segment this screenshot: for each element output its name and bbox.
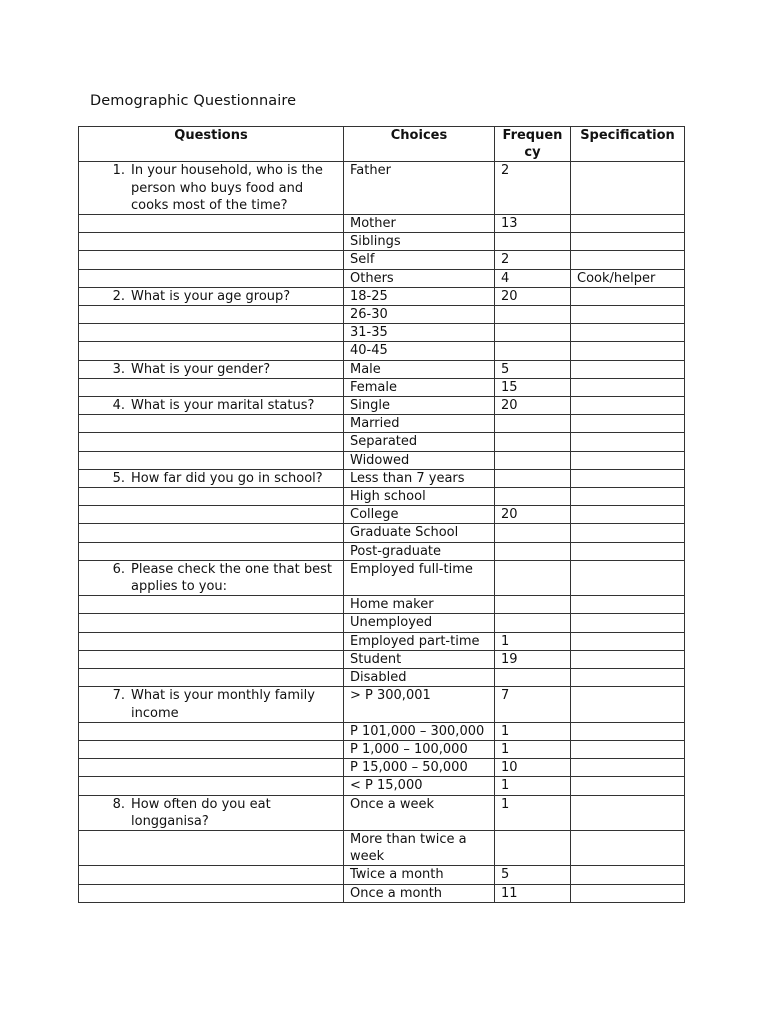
question-cell	[79, 233, 344, 251]
specification-cell	[571, 795, 685, 830]
specification-cell	[571, 830, 685, 865]
frequency-cell	[495, 433, 571, 451]
question-text: What is your monthly family income	[131, 688, 315, 721]
specification-cell	[571, 632, 685, 650]
table-row	[79, 342, 685, 360]
question-cell	[79, 650, 344, 668]
frequency-cell	[495, 669, 571, 687]
choice-cell: Unemployed	[344, 614, 495, 632]
frequency-cell: 20	[495, 397, 571, 415]
choice-cell: 26-30	[344, 306, 495, 324]
table-row	[79, 596, 685, 614]
frequency-cell: 2	[495, 251, 571, 269]
specification-cell	[571, 650, 685, 668]
frequency-cell	[495, 451, 571, 469]
question-text: What is your age group?	[131, 288, 291, 304]
question-cell	[79, 740, 344, 758]
specification-cell	[571, 251, 685, 269]
specification-cell	[571, 614, 685, 632]
frequency-cell	[495, 342, 571, 360]
table-row	[79, 287, 685, 305]
table-row	[79, 560, 685, 595]
table-row	[79, 415, 685, 433]
specification-cell	[571, 740, 685, 758]
specification-cell	[571, 560, 685, 595]
table-row	[79, 397, 685, 415]
choice-cell: P 15,000 – 50,000	[344, 759, 495, 777]
choice-cell: College	[344, 506, 495, 524]
specification-cell	[571, 360, 685, 378]
choice-cell: Student	[344, 650, 495, 668]
choice-cell: 18-25	[344, 287, 495, 305]
choice-cell: P 1,000 – 100,000	[344, 740, 495, 758]
question-cell	[79, 251, 344, 269]
table-row	[79, 269, 685, 287]
question-cell	[79, 215, 344, 233]
question-text: What is your gender?	[131, 361, 271, 377]
question-cell	[79, 397, 344, 415]
choice-cell: Employed part-time	[344, 632, 495, 650]
choice-cell: Female	[344, 378, 495, 396]
frequency-cell	[495, 596, 571, 614]
table-row	[79, 433, 685, 451]
choice-cell: Others	[344, 269, 495, 287]
question-number: 7.	[112, 688, 125, 704]
frequency-cell: 5	[495, 866, 571, 884]
frequency-cell: 10	[495, 759, 571, 777]
table-row	[79, 759, 685, 777]
specification-cell	[571, 884, 685, 902]
question-cell	[79, 632, 344, 650]
question-number: 5.	[112, 470, 125, 486]
table-row	[79, 324, 685, 342]
table-row	[79, 650, 685, 668]
specification-cell	[571, 759, 685, 777]
question-cell	[79, 795, 344, 830]
specification-cell	[571, 506, 685, 524]
question-number: 6.	[112, 561, 125, 577]
table-row	[79, 251, 685, 269]
table-row	[79, 777, 685, 795]
table-row	[79, 614, 685, 632]
choice-cell: Widowed	[344, 451, 495, 469]
table-row	[79, 451, 685, 469]
frequency-cell: 11	[495, 884, 571, 902]
question-cell	[79, 469, 344, 487]
choice-cell: 40-45	[344, 342, 495, 360]
question-number: 1.	[112, 163, 125, 179]
header-choices: Choices	[344, 127, 495, 162]
frequency-cell	[495, 306, 571, 324]
choice-cell: Married	[344, 415, 495, 433]
frequency-cell: 7	[495, 687, 571, 722]
question-cell	[79, 287, 344, 305]
specification-cell	[571, 287, 685, 305]
question-cell	[79, 324, 344, 342]
frequency-cell: 4	[495, 269, 571, 287]
question-text: Please check the one that best applies to you:	[131, 561, 332, 595]
frequency-cell: 1	[495, 722, 571, 740]
question-cell	[79, 506, 344, 524]
specification-cell	[571, 469, 685, 487]
table-row	[79, 687, 685, 722]
choice-cell: Twice a month	[344, 866, 495, 884]
question-number: 4.	[112, 398, 125, 414]
question-cell	[79, 269, 344, 287]
specification-cell	[571, 777, 685, 795]
table-row	[79, 306, 685, 324]
specification-cell	[571, 722, 685, 740]
frequency-cell: 1	[495, 795, 571, 830]
question-text: How far did you go in school?	[131, 470, 323, 486]
frequency-cell	[495, 560, 571, 595]
header-specification: Specification	[571, 127, 685, 162]
question-cell	[79, 722, 344, 740]
question-cell	[79, 378, 344, 396]
frequency-cell	[495, 542, 571, 560]
question-cell	[79, 884, 344, 902]
question-cell	[79, 759, 344, 777]
frequency-cell	[495, 524, 571, 542]
question-cell	[79, 306, 344, 324]
table-row	[79, 740, 685, 758]
questionnaire-table	[78, 126, 685, 903]
specification-cell	[571, 342, 685, 360]
specification-cell	[571, 596, 685, 614]
header-row	[79, 127, 685, 162]
table-row	[79, 795, 685, 830]
table-row	[79, 524, 685, 542]
frequency-cell: 19	[495, 650, 571, 668]
specification-cell	[571, 451, 685, 469]
choice-cell: Separated	[344, 433, 495, 451]
specification-cell	[571, 415, 685, 433]
specification-cell	[571, 397, 685, 415]
question-cell	[79, 524, 344, 542]
question-cell	[79, 830, 344, 865]
frequency-cell: 15	[495, 378, 571, 396]
specification-cell	[571, 433, 685, 451]
header-questions: Questions	[79, 127, 344, 162]
choice-cell: Home maker	[344, 596, 495, 614]
choice-cell: Disabled	[344, 669, 495, 687]
table-row	[79, 162, 685, 215]
table-row	[79, 884, 685, 902]
specification-cell	[571, 542, 685, 560]
question-text: How often do you eat longganisa?	[131, 796, 271, 829]
frequency-cell	[495, 488, 571, 506]
frequency-cell	[495, 324, 571, 342]
question-cell	[79, 866, 344, 884]
table-row	[79, 378, 685, 396]
specification-cell	[571, 524, 685, 542]
question-number: 2.	[112, 288, 125, 304]
choice-cell: Post-graduate	[344, 542, 495, 560]
question-text: In your household, who is the person who buys food and cooks most of the time?	[131, 163, 323, 213]
question-cell	[79, 415, 344, 433]
choice-cell: > P 300,001	[344, 687, 495, 722]
choice-cell: Father	[344, 162, 495, 215]
choice-cell: Once a week	[344, 795, 495, 830]
question-cell	[79, 342, 344, 360]
table-row	[79, 632, 685, 650]
frequency-cell: 2	[495, 162, 571, 215]
choice-cell: Mother	[344, 215, 495, 233]
table-row	[79, 488, 685, 506]
specification-cell: Cook/helper	[571, 269, 685, 287]
question-cell	[79, 360, 344, 378]
specification-cell	[571, 687, 685, 722]
frequency-cell	[495, 614, 571, 632]
frequency-cell: 20	[495, 287, 571, 305]
choice-cell: Graduate School	[344, 524, 495, 542]
choice-cell: P 101,000 – 300,000	[344, 722, 495, 740]
question-number: 3.	[112, 361, 125, 377]
specification-cell	[571, 162, 685, 215]
table-row	[79, 360, 685, 378]
question-text: What is your marital status?	[131, 398, 315, 414]
question-cell	[79, 162, 344, 215]
frequency-cell: 13	[495, 215, 571, 233]
specification-cell	[571, 378, 685, 396]
question-cell	[79, 669, 344, 687]
specification-cell	[571, 669, 685, 687]
frequency-cell: 1	[495, 777, 571, 795]
question-cell	[79, 687, 344, 722]
choice-cell: Male	[344, 360, 495, 378]
specification-cell	[571, 866, 685, 884]
question-cell	[79, 777, 344, 795]
choice-cell: Employed full-time	[344, 560, 495, 595]
specification-cell	[571, 488, 685, 506]
frequency-cell: 1	[495, 740, 571, 758]
choice-cell: < P 15,000	[344, 777, 495, 795]
frequency-cell: 20	[495, 506, 571, 524]
table-row	[79, 215, 685, 233]
question-cell	[79, 433, 344, 451]
table-row	[79, 506, 685, 524]
frequency-cell	[495, 469, 571, 487]
question-cell	[79, 560, 344, 595]
frequency-cell	[495, 830, 571, 865]
frequency-cell: 1	[495, 632, 571, 650]
choice-cell: 31-35	[344, 324, 495, 342]
question-number: 8.	[112, 796, 125, 812]
choice-cell: Siblings	[344, 233, 495, 251]
table-row	[79, 722, 685, 740]
choice-cell: More than twice a week	[344, 830, 495, 865]
specification-cell	[571, 215, 685, 233]
table-row	[79, 233, 685, 251]
header-frequency: Frequency	[495, 127, 571, 162]
question-cell	[79, 542, 344, 560]
frequency-cell	[495, 415, 571, 433]
table-row	[79, 866, 685, 884]
specification-cell	[571, 306, 685, 324]
question-cell	[79, 488, 344, 506]
table-row	[79, 542, 685, 560]
table-body	[79, 162, 685, 902]
page-title: Demographic Questionnaire	[90, 93, 297, 109]
specification-cell	[571, 324, 685, 342]
table-row	[79, 669, 685, 687]
question-cell	[79, 596, 344, 614]
choice-cell: Once a month	[344, 884, 495, 902]
choice-cell: Self	[344, 251, 495, 269]
table-row	[79, 469, 685, 487]
choice-cell: High school	[344, 488, 495, 506]
question-cell	[79, 614, 344, 632]
frequency-cell	[495, 233, 571, 251]
table-row	[79, 830, 685, 865]
frequency-cell: 5	[495, 360, 571, 378]
choice-cell: Single	[344, 397, 495, 415]
question-cell	[79, 451, 344, 469]
choice-cell: Less than 7 years	[344, 469, 495, 487]
specification-cell	[571, 233, 685, 251]
